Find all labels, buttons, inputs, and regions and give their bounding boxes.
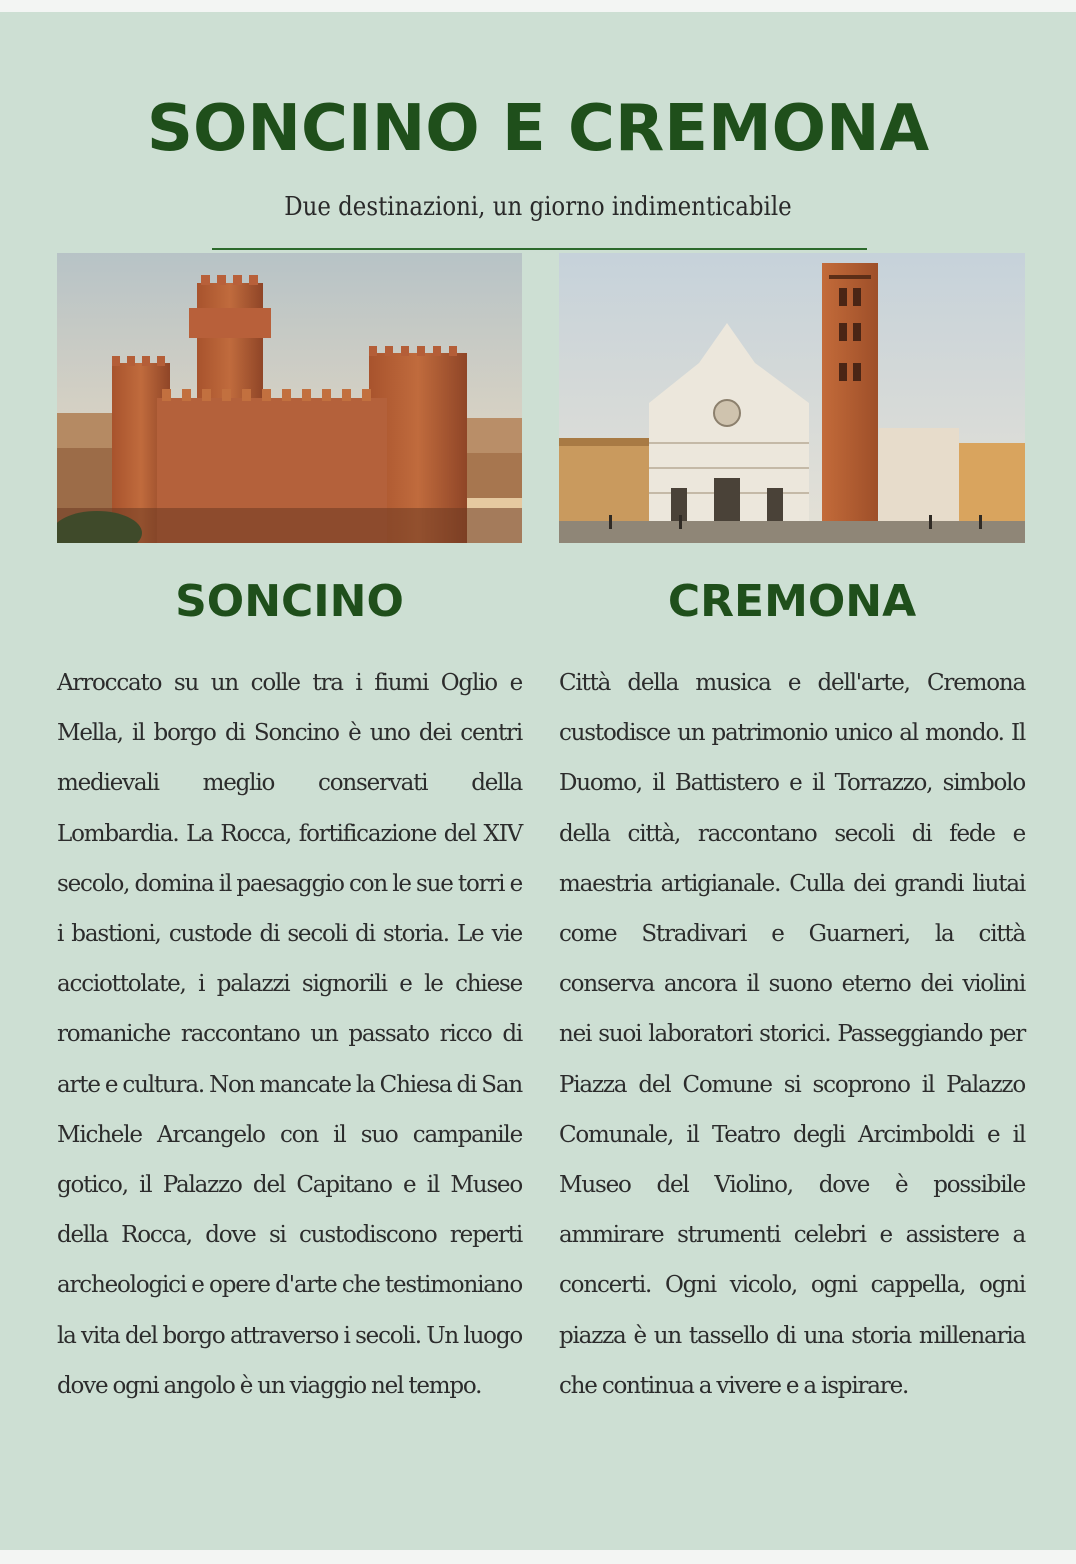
title-divider: [212, 248, 867, 250]
soncino-castle-photo: [57, 253, 522, 543]
page-title: SONCINO E CREMONA: [146, 92, 930, 166]
soncino-description: Arroccato su un colle tra i fiumi Oglio e Mella, il borgo di Soncino è uno dei centri medievali meglio conservati della Lombardia. La Rocca, fortificazione del XIV secolo, domina il paesaggio con le sue torri e i bastioni, custode di secoli di storia. Le vie acciottolate, i palazzi signorili e le chiese romaniche raccontano un passato ricco di arte e cultura. Non mancate la Chiesa di San Michele Arcangelo con il suo campanile gotico, il Palazzo del Capitano e il Museo della Rocca, dove si custodiscono reperti archeologici e opere d'arte che testimoniano la vita del borgo attraverso i secoli. Un luogo dove ogni angolo è un viaggio nel tempo.: [57, 670, 522, 1399]
page-subtitle: Due destinazioni, un giorno indimenticabile: [284, 192, 792, 222]
cremona-heading: CREMONA: [667, 576, 917, 627]
cremona-description: Città della musica e dell'arte, Cremona custodisce un patrimonio unico al mondo. Il Duomo, il Battistero e il Torrazzo, simbolo della città, raccontano secoli di fede e maestria artigianale. Culla dei grandi liutai come Stradivari e Guarneri, la città conserva ancora il suono eterno dei violini nei suoi laboratori storici. Passeggiando per Piazza del Comune si scoprono il Palazzo Comunale, il Teatro degli Arcimboldi e il Museo del Violino, dove è possibile ammirare strumenti celebri e assistere a concerti. Ogni vicolo, ogni cappella, ogni piazza è un tassello di una storia millenaria che continua a vivere e a ispirare.: [559, 670, 1025, 1399]
cremona-duomo-photo: [559, 253, 1025, 543]
soncino-heading: SONCINO: [175, 576, 404, 627]
